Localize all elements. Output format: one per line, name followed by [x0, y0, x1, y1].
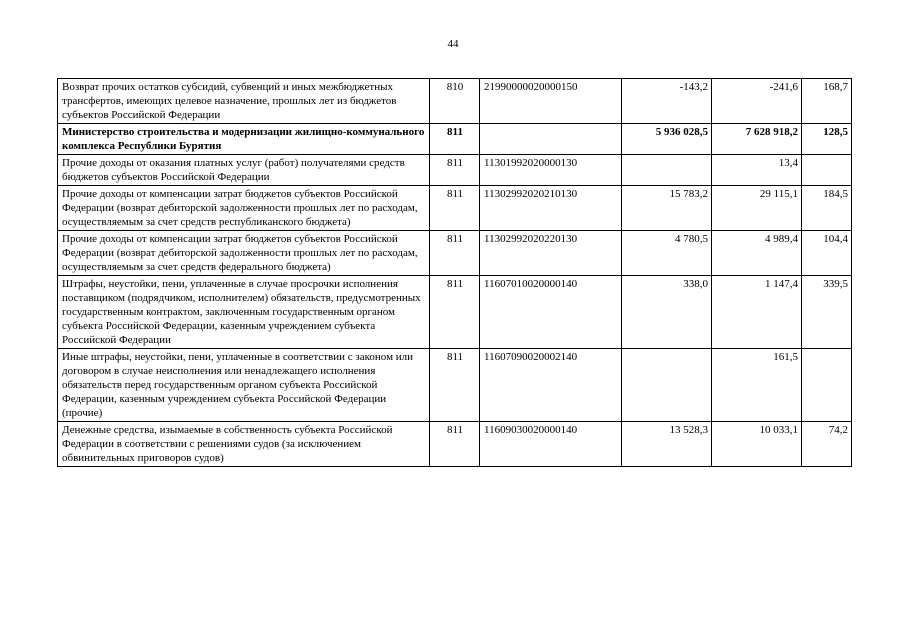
row-plan-cell: 4 780,5	[622, 231, 712, 276]
row-admin-code-cell: 811	[430, 124, 480, 155]
row-name-cell: Иные штрафы, неустойки, пени, уплаченные в соответствии с законом или договором в случае неисполнения или ненадлежащего исполнения обязательств перед государственным органом субъекта Российской Федерации, казенным учреждением субъекта Российской Федерации (прочие)	[58, 349, 430, 422]
row-budget-code-cell: 11301992020000130	[480, 155, 622, 186]
row-budget-code-cell: 11607010020000140	[480, 276, 622, 349]
table-body	[58, 79, 852, 467]
row-name-cell: Прочие доходы от компенсации затрат бюджетов субъектов Российской Федерации (возврат дебиторской задолженности прошлых лет по расходам, осуществляемым за счет средств республиканского бюджета)	[58, 186, 430, 231]
page-number: 44	[447, 38, 459, 50]
row-plan-cell: -143,2	[622, 79, 712, 124]
row-percent-cell	[802, 349, 852, 422]
row-budget-code-cell: 11607090020002140	[480, 349, 622, 422]
row-admin-code-cell: 810	[430, 79, 480, 124]
row-fact-cell: 1 147,4	[712, 276, 802, 349]
row-admin-code-cell: 811	[430, 349, 480, 422]
row-fact-cell: 10 033,1	[712, 422, 802, 467]
row-budget-code-cell	[480, 124, 622, 155]
table-row	[58, 231, 852, 276]
row-percent-cell: 104,4	[802, 231, 852, 276]
row-plan-cell: 15 783,2	[622, 186, 712, 231]
row-percent-cell: 339,5	[802, 276, 852, 349]
row-percent-cell: 128,5	[802, 124, 852, 155]
table-row	[58, 276, 852, 349]
table-row	[58, 79, 852, 124]
row-budget-code-cell: 11302992020220130	[480, 231, 622, 276]
row-fact-cell: 29 115,1	[712, 186, 802, 231]
row-fact-cell: 4 989,4	[712, 231, 802, 276]
row-percent-cell: 74,2	[802, 422, 852, 467]
row-name-cell: Прочие доходы от оказания платных услуг (работ) получателями средств бюджетов субъектов Российской Федерации	[58, 155, 430, 186]
row-admin-code-cell: 811	[430, 276, 480, 349]
row-name-cell: Прочие доходы от компенсации затрат бюджетов субъектов Российской Федерации (возврат дебиторской задолженности прошлых лет по расходам, осуществляемым за счет средств федерального бюджета)	[58, 231, 430, 276]
row-percent-cell: 184,5	[802, 186, 852, 231]
row-budget-code-cell: 11609030020000140	[480, 422, 622, 467]
table-row	[58, 422, 852, 467]
row-plan-cell: 338,0	[622, 276, 712, 349]
row-plan-cell	[622, 155, 712, 186]
row-fact-cell: -241,6	[712, 79, 802, 124]
revenue-table	[57, 78, 852, 467]
row-percent-cell: 168,7	[802, 79, 852, 124]
row-fact-cell: 13,4	[712, 155, 802, 186]
row-plan-cell: 13 528,3	[622, 422, 712, 467]
row-name-cell: Денежные средства, изымаемые в собственность субъекта Российской Федерации в соответствии с решениями судов (за исключением обвинительных приговоров судов)	[58, 422, 430, 467]
table-row	[58, 124, 852, 155]
row-admin-code-cell: 811	[430, 186, 480, 231]
row-budget-code-cell: 11302992020210130	[480, 186, 622, 231]
row-fact-cell: 7 628 918,2	[712, 124, 802, 155]
row-plan-cell	[622, 349, 712, 422]
table-row	[58, 186, 852, 231]
row-admin-code-cell: 811	[430, 422, 480, 467]
row-name-cell: Возврат прочих остатков субсидий, субвенций и иных межбюджетных трансфертов, имеющих целевое назначение, прошлых лет из бюджетов субъектов Российской Федерации	[58, 79, 430, 124]
row-admin-code-cell: 811	[430, 231, 480, 276]
row-budget-code-cell: 21990000020000150	[480, 79, 622, 124]
row-percent-cell	[802, 155, 852, 186]
row-admin-code-cell: 811	[430, 155, 480, 186]
table-row	[58, 349, 852, 422]
row-name-cell: Штрафы, неустойки, пени, уплаченные в случае просрочки исполнения поставщиком (подрядчиком, исполнителем) обязательств, предусмотренных государственным контрактом, заключенным государственным органом субъекта Российской Федерации, казенным учреждением субъекта Российской Федерации	[58, 276, 430, 349]
row-name-cell: Министерство строительства и модернизации жилищно-коммунального комплекса Республики Бурятия	[58, 124, 430, 155]
row-plan-cell: 5 936 028,5	[622, 124, 712, 155]
row-fact-cell: 161,5	[712, 349, 802, 422]
table-row	[58, 155, 852, 186]
